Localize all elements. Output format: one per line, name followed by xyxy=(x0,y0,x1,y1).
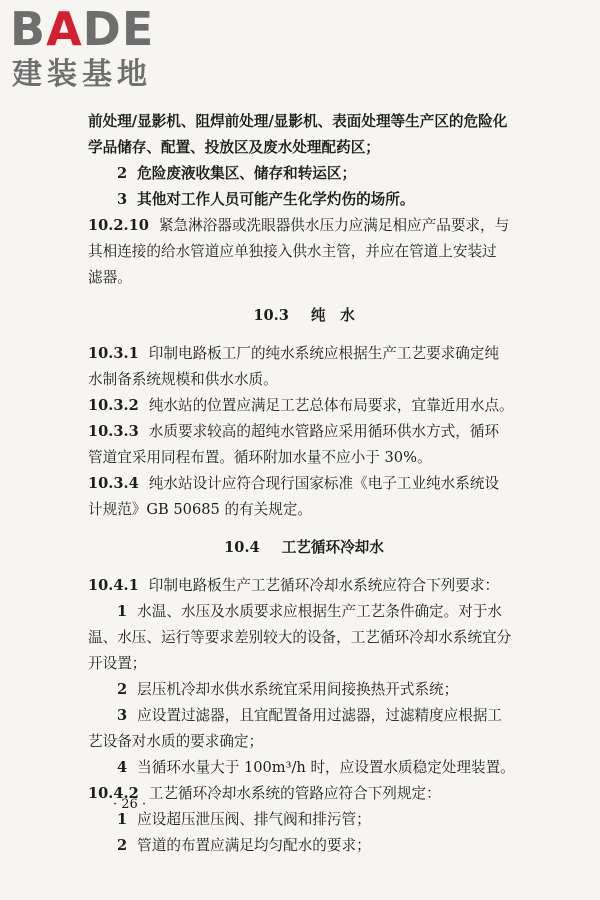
section-heading-10-3: 10.3 纯 水 xyxy=(253,307,355,324)
bade-logo xyxy=(10,4,190,96)
text-line: 水制备系统规模和供水水质。 xyxy=(88,371,278,388)
list-item: 2 层压机冷却水供水系统宜采用间接换热开式系统； xyxy=(117,681,459,698)
list-item: 3 其他对工作人员可能产生化学灼伤的场所。 xyxy=(117,191,415,208)
list-item: 1 应设超压泄压阀、排气阀和排污管； xyxy=(117,811,371,828)
section-heading-10-4: 10.4 工艺循环冷却水 xyxy=(224,539,384,556)
text-line: 管道宜采用同程布置。循环附加水量不应小于 30%。 xyxy=(88,449,432,466)
list-item: 2 危险废液收集区、储存和转运区； xyxy=(117,165,357,182)
list-item: 2 管道的布置应满足均匀配水的要求； xyxy=(117,837,371,854)
clause-10-3-1: 10.3.1 印制电路板工厂的纯水系统应根据生产工艺要求确定纯 xyxy=(88,345,500,362)
logo-subtitle: 建装基地 xyxy=(12,57,152,92)
text-line: 计规范》GB 50685 的有关规定。 xyxy=(88,501,313,518)
clause-10-2-10: 10.2.10 紧急淋浴器或洗眼器供水压力应满足相应产品要求，与 xyxy=(88,217,510,234)
page-number: · 26 · xyxy=(113,797,147,812)
clause-10-3-4: 10.3.4 纯水站设计应符合现行国家标准《电子工业纯水系统设 xyxy=(88,475,500,492)
list-item: 3 应设置过滤器，且宜配置备用过滤器，过滤精度应根据工 xyxy=(117,707,503,724)
text-line: 滤器。 xyxy=(88,269,132,286)
list-item: 4 当循环水量大于 100m³/h 时，应设置水质稳定处理装置。 xyxy=(117,759,515,776)
text-line: 温、水压、运行等要求差别较大的设备，工艺循环冷却水系统宜分 xyxy=(88,629,512,646)
text-line: 其相连接的给水管道应单独接入供水主管，并应在管道上安装过 xyxy=(88,243,497,260)
text-line: 学品储存、配置、投放区及废水处理配药区； xyxy=(88,139,380,156)
clause-10-3-2: 10.3.2 纯水站的位置应满足工艺总体布局要求，宜靠近用水点。 xyxy=(88,397,514,414)
logo-accent-letter: A xyxy=(46,2,83,56)
document-page xyxy=(88,109,520,859)
clause-10-4-2: 10.4.2 工艺循环冷却水系统的管路应符合下列规定： xyxy=(88,785,441,802)
list-item: 1 水温、水压及水质要求应根据生产工艺条件确定。对于水 xyxy=(117,603,503,620)
text-line: 开设置； xyxy=(88,655,147,672)
clause-10-3-3: 10.3.3 水质要求较高的超纯水管路应采用循环供水方式，循环 xyxy=(88,423,500,440)
text-line: 艺设备对水质的要求确定； xyxy=(88,733,264,750)
text-line: 前处理/显影机、阻焊前处理/显影机、表面处理等生产区的危险化 xyxy=(88,113,508,130)
clause-10-4-1: 10.4.1 印制电路板生产工艺循环冷却水系统应符合下列要求： xyxy=(88,577,500,594)
logo-wordmark: BADE xyxy=(10,2,155,56)
